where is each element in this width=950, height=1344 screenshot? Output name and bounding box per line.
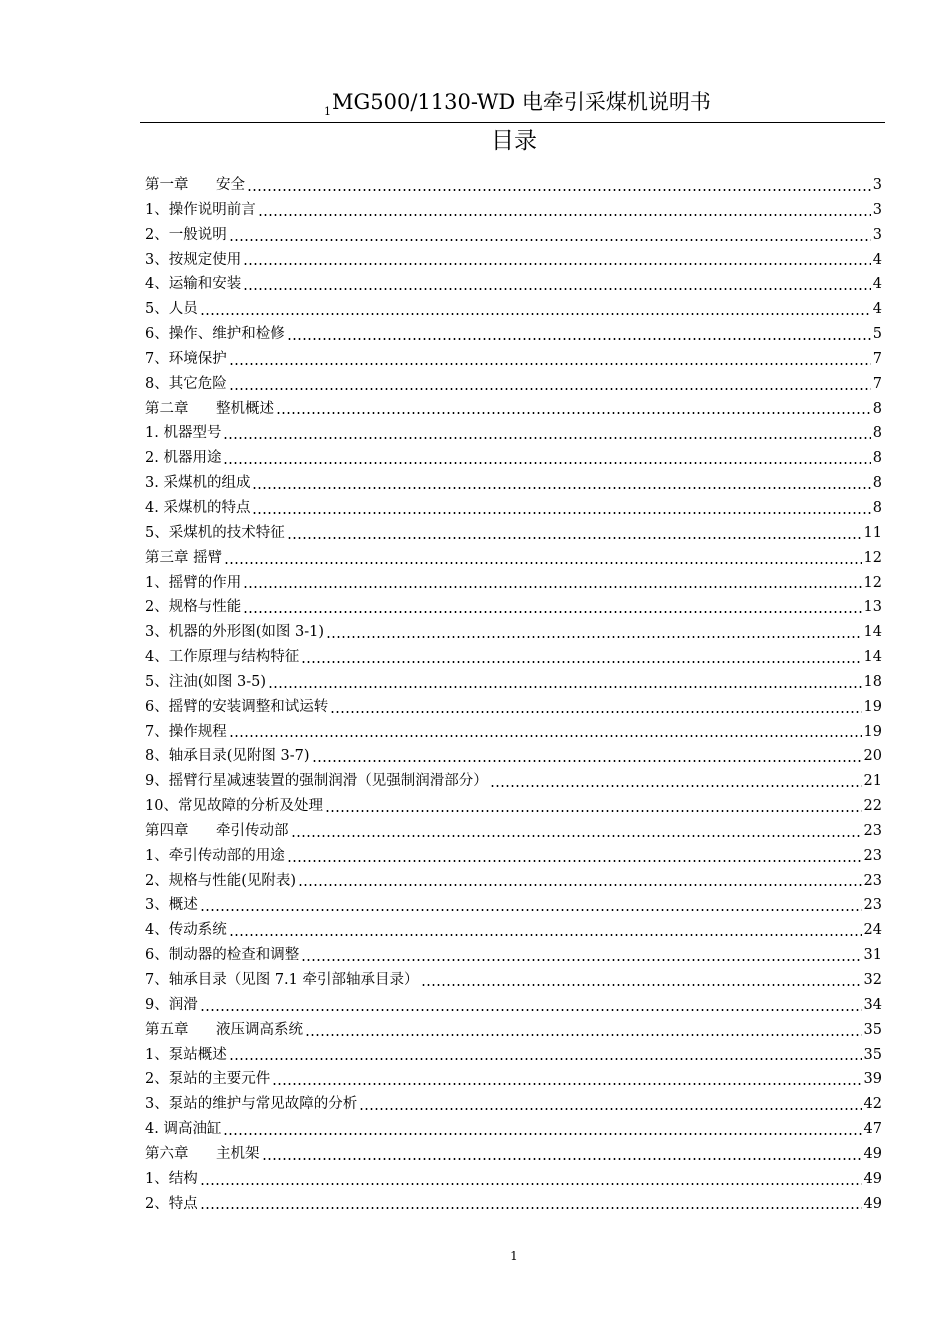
toc-entry-text: 9、润滑 <box>145 996 198 1013</box>
toc-entry-title <box>145 496 250 521</box>
toc-leader-dots <box>252 487 870 489</box>
toc-chapter-number: 第四章 <box>145 822 189 839</box>
toc-page-number: 49 <box>863 1195 882 1212</box>
toc-entry[interactable] <box>145 968 882 993</box>
header-mark: 1 <box>324 105 331 118</box>
toc-entry-title <box>145 968 419 993</box>
toc-entry[interactable] <box>145 421 882 446</box>
toc-leader-dots <box>252 512 870 514</box>
toc-page-number: 8 <box>872 425 882 442</box>
toc-entry-title <box>145 620 324 645</box>
toc-entry-title <box>145 297 198 322</box>
toc-leader-dots <box>326 636 862 638</box>
toc-page-number: 3 <box>872 177 882 193</box>
toc-entry-title <box>145 446 221 471</box>
toc-leader-dots <box>243 288 871 290</box>
toc-entry-text: 5、注油(如图 3-5) <box>145 673 266 690</box>
toc-entry[interactable] <box>145 496 882 521</box>
toc-entry[interactable] <box>145 869 882 894</box>
toc-page-number: 11 <box>863 524 882 541</box>
toc-leader-dots <box>305 1034 862 1036</box>
toc-entry[interactable] <box>145 1167 882 1192</box>
toc-leader-dots <box>200 909 862 911</box>
toc-page-number: 3 <box>872 201 882 218</box>
toc-page-number: 31 <box>863 947 882 964</box>
toc-leader-dots <box>223 437 870 439</box>
toc-chapter-number: 第二章 <box>145 400 189 417</box>
toc-entry-text: 6、操作、维护和检修 <box>145 326 285 343</box>
toc-page-number: 4 <box>872 276 882 293</box>
toc-page-number: 4 <box>872 301 882 318</box>
toc-entry[interactable] <box>145 1067 882 1092</box>
toc-entry-title <box>145 918 227 943</box>
toc-page-number: 13 <box>863 599 882 616</box>
toc-page-number: 8 <box>872 450 882 467</box>
toc-entry-title <box>145 1043 227 1068</box>
toc-leader-dots <box>223 1133 861 1135</box>
toc-entry-text: 6、制动器的检查和调整 <box>145 947 300 964</box>
toc-entry-text: 液压调高系统 <box>216 1021 304 1038</box>
toc-leader-dots <box>272 1083 861 1085</box>
toc-entry-text: 6、摇臂的安装调整和试运转 <box>145 698 329 715</box>
toc-page-number: 49 <box>863 1145 882 1162</box>
toc-leader-dots <box>276 412 871 414</box>
toc-entry-title <box>145 645 299 670</box>
toc-entry-title <box>145 571 241 596</box>
toc-entry-title <box>145 670 266 695</box>
toc-entry-text: 整机概述 <box>216 400 275 417</box>
toc-entry-text: 1、摇臂的作用 <box>145 574 242 591</box>
toc-entry-title <box>145 198 256 223</box>
toc-entry-text: 2. 机器用途 <box>145 450 222 467</box>
toc-entry-text: 3、概述 <box>145 897 198 914</box>
toc-entry-title <box>145 248 241 273</box>
toc-entry[interactable] <box>145 571 882 596</box>
toc-entry-text: 安全 <box>216 177 246 193</box>
toc-entry-title <box>145 869 296 894</box>
toc-entry-title <box>145 720 227 745</box>
toc-entry-text: 3、按规定使用 <box>145 251 242 268</box>
toc-entry[interactable] <box>145 769 882 794</box>
toc-entry[interactable] <box>145 670 882 695</box>
toc-page-number: 7 <box>872 375 882 392</box>
toc-entry[interactable] <box>145 1117 882 1142</box>
toc-chapter-number: 第五章 <box>145 1021 189 1038</box>
toc-entry-title <box>145 1117 221 1142</box>
toc-entry-title <box>145 521 285 546</box>
toc-entry-text: 1. 机器型号 <box>145 425 222 442</box>
toc-chapter-number: 第六章 <box>145 1145 189 1162</box>
toc-leader-dots <box>490 785 862 787</box>
toc-page-number: 7 <box>872 350 882 367</box>
toc-entry-text: 5、采煤机的技术特征 <box>145 524 285 541</box>
toc-leader-dots <box>268 686 862 688</box>
toc-page-number: 22 <box>863 798 882 815</box>
toc-leader-dots <box>325 810 862 812</box>
document-title: MG500/1130-WD 电牵引采煤机说明书 <box>332 90 711 114</box>
toc-leader-dots <box>229 363 871 365</box>
table-of-contents <box>145 173 882 1216</box>
toc-leader-dots <box>291 835 862 837</box>
toc-entry[interactable] <box>145 397 882 422</box>
toc-leader-dots <box>262 1158 862 1160</box>
toc-entry[interactable] <box>145 248 882 273</box>
toc-chapter-number: 第一章 <box>145 177 189 193</box>
toc-entry-text: 2、规格与性能(见附表) <box>145 872 297 889</box>
toc-entry[interactable] <box>145 1018 882 1043</box>
toc-entry[interactable] <box>145 844 882 869</box>
toc-page-number: 20 <box>863 748 882 765</box>
toc-entry-text: 4. 调高油缸 <box>145 1121 222 1138</box>
toc-entry-text: 2、泵站的主要元件 <box>145 1071 271 1088</box>
toc-page-number: 35 <box>863 1046 882 1063</box>
toc-entry-text: 4、传动系统 <box>145 922 227 939</box>
toc-entry[interactable] <box>145 223 882 248</box>
toc-entry[interactable] <box>145 695 882 720</box>
toc-entry-text: 7、轴承目录（见图 7.1 牵引部轴承目录） <box>145 972 419 988</box>
toc-entry-text: 10、常见故障的分析及处理 <box>145 798 323 815</box>
toc-leader-dots <box>243 611 861 613</box>
toc-page-number: 4 <box>872 251 882 268</box>
page-number: 1 <box>510 1249 518 1263</box>
toc-entry-text: 1、泵站概述 <box>145 1046 227 1063</box>
toc-leader-dots <box>200 1009 862 1011</box>
toc-page-number: 5 <box>872 326 882 343</box>
toc-entry[interactable] <box>145 297 882 322</box>
toc-entry-title <box>145 223 227 248</box>
toc-entry[interactable] <box>145 893 882 918</box>
toc-entry-title <box>145 1192 198 1217</box>
toc-page-number: 23 <box>863 847 882 864</box>
toc-page-number: 18 <box>863 673 882 690</box>
toc-entry[interactable] <box>145 1192 882 1217</box>
toc-entry[interactable] <box>145 744 882 769</box>
toc-entry-text: 1、结构 <box>145 1170 198 1187</box>
toc-entry-title <box>145 1067 270 1092</box>
toc-page-number: 23 <box>863 822 882 839</box>
toc-page-number: 23 <box>863 872 882 889</box>
toc-leader-dots <box>229 934 862 936</box>
toc-entry-text: 4、运输和安装 <box>145 276 242 293</box>
toc-entry-text: 第三章 摇臂 <box>145 549 223 566</box>
toc-page-number: 3 <box>872 226 882 243</box>
toc-page-number: 47 <box>863 1121 882 1138</box>
toc-entry[interactable] <box>145 198 882 223</box>
toc-entry-text: 2、一般说明 <box>145 226 227 243</box>
toc-entry-text: 5、人员 <box>145 301 198 318</box>
toc-entry[interactable] <box>145 272 882 297</box>
toc-leader-dots <box>243 586 861 588</box>
toc-page-number: 42 <box>863 1096 882 1113</box>
toc-entry[interactable] <box>145 446 882 471</box>
toc-entry-text: 7、环境保护 <box>145 350 227 367</box>
toc-entry[interactable] <box>145 819 882 844</box>
toc-entry-title <box>145 1167 198 1192</box>
toc-entry[interactable] <box>145 918 882 943</box>
toc-leader-dots <box>247 189 871 191</box>
toc-leader-dots <box>200 1183 862 1185</box>
toc-leader-dots <box>287 338 871 340</box>
toc-page-number: 12 <box>863 549 882 566</box>
toc-page-number: 14 <box>863 624 882 641</box>
toc-entry-title <box>145 819 289 844</box>
toc-entry-text: 1、牵引传动部的用途 <box>145 847 285 864</box>
toc-entry-text: 3、机器的外形图(如图 3-1) <box>145 624 324 641</box>
toc-entry-text: 8、其它危险 <box>145 375 227 392</box>
toc-entry[interactable] <box>145 1142 882 1167</box>
toc-entry[interactable] <box>145 173 882 198</box>
toc-entry-text: 2、特点 <box>145 1195 198 1212</box>
toc-entry-title <box>145 1092 357 1117</box>
toc-entry-title <box>145 372 227 397</box>
toc-entry-text: 7、操作规程 <box>145 723 227 740</box>
toc-leader-dots <box>200 1207 862 1209</box>
toc-page-number: 32 <box>863 972 882 988</box>
toc-entry[interactable] <box>145 943 882 968</box>
toc-leader-dots <box>224 562 861 564</box>
toc-page-number: 21 <box>863 773 882 790</box>
toc-entry-title <box>145 546 222 571</box>
toc-entry-text: 主机架 <box>216 1145 260 1162</box>
toc-entry-text: 8、轴承目录(见附图 3-7) <box>145 748 310 765</box>
toc-leader-dots <box>287 860 862 862</box>
toc-entry[interactable] <box>145 546 882 571</box>
toc-entry-title <box>145 769 488 794</box>
toc-page-number: 34 <box>863 996 882 1013</box>
toc-entry-text: 2、规格与性能 <box>145 599 242 616</box>
toc-entry[interactable] <box>145 645 882 670</box>
toc-page-number: 35 <box>863 1021 882 1038</box>
toc-entry-text: 1、操作说明前言 <box>145 201 256 218</box>
toc-page-number: 8 <box>872 475 882 492</box>
toc-page-number: 8 <box>872 400 882 417</box>
toc-entry-title <box>145 421 221 446</box>
toc-entry[interactable] <box>145 620 882 645</box>
toc-leader-dots <box>421 984 862 986</box>
toc-leader-dots <box>229 388 871 390</box>
toc-entry[interactable] <box>145 347 882 372</box>
toc-page-number: 12 <box>863 574 882 591</box>
toc-leader-dots <box>312 760 862 762</box>
toc-entry-text: 4、工作原理与结构特征 <box>145 649 300 666</box>
toc-entry[interactable] <box>145 1043 882 1068</box>
toc-entry[interactable] <box>145 720 882 745</box>
toc-leader-dots <box>330 711 861 713</box>
toc-entry-text: 牵引传动部 <box>216 822 289 839</box>
toc-page-number: 19 <box>863 723 882 740</box>
toc-page-number: 8 <box>872 499 882 516</box>
toc-entry[interactable] <box>145 794 882 819</box>
toc-entry-title <box>145 272 241 297</box>
toc-entry-title <box>145 397 274 422</box>
toc-entry-title <box>145 893 198 918</box>
toc-entry-title <box>145 1142 260 1167</box>
toc-entry-title <box>145 173 245 198</box>
header-title-line <box>324 88 711 126</box>
toc-entry-text: 9、摇臂行星减速装置的强制润滑（见强制润滑部分） <box>145 773 488 790</box>
toc-leader-dots <box>200 313 871 315</box>
toc-leader-dots <box>301 959 861 961</box>
toc-entry-title <box>145 744 310 769</box>
toc-entry-text: 3. 采煤机的组成 <box>145 475 251 492</box>
page-header <box>140 86 885 123</box>
toc-leader-dots <box>229 1058 862 1060</box>
toc-leader-dots <box>229 239 871 241</box>
toc-entry-title <box>145 844 285 869</box>
toc-entry-title <box>145 794 323 819</box>
toc-leader-dots <box>359 1108 861 1110</box>
toc-entry-title <box>145 943 299 968</box>
toc-leader-dots <box>223 462 870 464</box>
toc-entry[interactable] <box>145 372 882 397</box>
toc-entry-title <box>145 471 250 496</box>
toc-page-number: 14 <box>863 649 882 666</box>
toc-entry[interactable] <box>145 595 882 620</box>
toc-entry-title <box>145 993 198 1018</box>
toc-page-number: 49 <box>863 1170 882 1187</box>
toc-entry[interactable] <box>145 993 882 1018</box>
toc-leader-dots <box>298 884 862 886</box>
toc-page-number: 39 <box>863 1071 882 1088</box>
toc-page-number: 23 <box>863 897 882 914</box>
toc-leader-dots <box>301 661 861 663</box>
toc-leader-dots <box>287 537 862 539</box>
toc-entry-title <box>145 347 227 372</box>
toc-entry[interactable] <box>145 471 882 496</box>
toc-entry-title <box>145 695 328 720</box>
toc-page-number: 24 <box>863 922 882 939</box>
toc-entry-title <box>145 595 241 620</box>
toc-heading: 目录 <box>491 128 537 154</box>
toc-leader-dots <box>258 214 871 216</box>
toc-entry[interactable] <box>145 1092 882 1117</box>
toc-page-number: 19 <box>863 698 882 715</box>
toc-entry-text: 4. 采煤机的特点 <box>145 499 251 516</box>
toc-entry[interactable] <box>145 322 882 347</box>
toc-leader-dots <box>243 263 871 265</box>
toc-entry-title <box>145 322 285 347</box>
toc-leader-dots <box>229 735 862 737</box>
toc-entry-title <box>145 1018 303 1043</box>
toc-entry-text: 3、泵站的维护与常见故障的分析 <box>145 1096 358 1113</box>
toc-entry[interactable] <box>145 521 882 546</box>
